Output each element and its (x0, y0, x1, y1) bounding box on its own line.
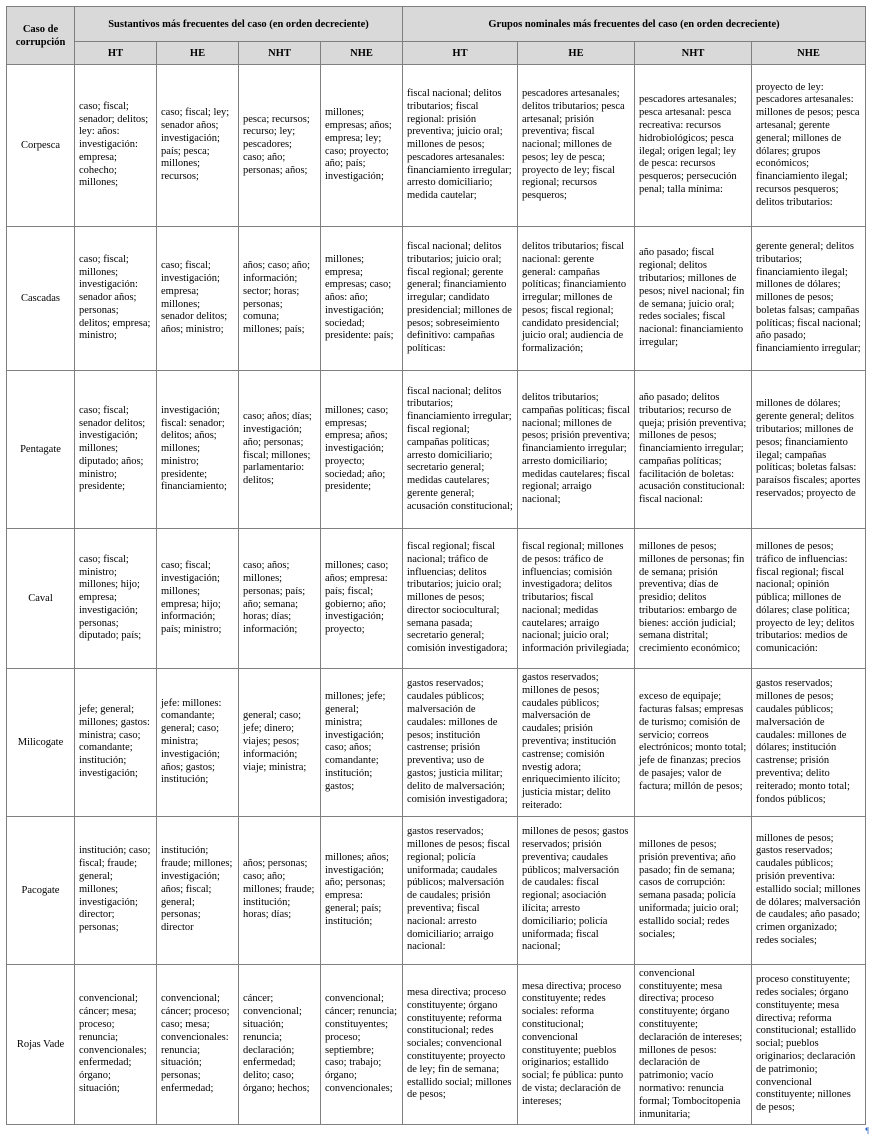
table-cell: mesa directiva; proceso constituyente; redes sociales: reforma constitucional; convencional constituyente; pueblos originarios; estallido social; fe pública: punto de vista; declaración de intereses; (518, 964, 635, 1125)
phrases-group-header: Grupos nominales más frecuentes del caso (en orden decreciente) (403, 7, 866, 42)
table-cell: jefe: millones: comandante; general; caso; ministra; investigación; años; gastos; institución; (157, 669, 239, 817)
sub-header-phrases-nhe: NHE (752, 42, 866, 65)
table-cell: millones de pesos; gastos reservados; caudales públicos; prisión preventiva: estallido social; millones de dólares; malversación de caudales; año pasado; crimen organizado; redes sociales; (752, 816, 866, 964)
case-column-header: Caso de corrupción (7, 7, 75, 65)
table-cell: delitos tributarios; fiscal nacional: gerente general: campañas políticas; financiamiento irregular; millones de pesos; fiscal regional; candidato presidencial; juicio oral; audiencia de formalización; (518, 227, 635, 371)
table-cell: caso; años; días; investigación; año; personas; fiscal; millones; parlamentario: delitos; (239, 371, 321, 529)
table-cell: convencional constituyente; mesa directiva; proceso constituyente; órgano constituyente; declaración de intereses; millones de pesos: declaración de patrimonio; vacío normativo: renuncia formal; Tombocitopenia inmunitaria; (635, 964, 752, 1125)
table-row-caval (7, 529, 866, 669)
table-cell: proyecto de ley: pescadores artesanales: millones de pesos; pesca artesanal; gerente general; millones de dólares; grupos económicos; financiamiento ilegal; recursos pesqueros; delitos tributarios: (752, 65, 866, 227)
table-cell: pescadores artesanales; delitos tributarios; pesca artesanal; prisión preventiva; fiscal nacional; millones de pesos; ley de pesca; proyecto de ley; fiscal regional; recursos pesqueros; (518, 65, 635, 227)
table-cell: año pasado; fiscal regional; delitos tributarios; millones de pesos; nivel nacional; fin de semana; juicio oral; redes sociales; fiscal nacional: financiamiento irregular; (635, 227, 752, 371)
table-cell: año pasado; delitos tributarios; recurso de queja; prisión preventiva; millones de pesos; financiamiento irregular; campañas políticas; facilitación de boletas: acusación constitucional: fiscal nacional: (635, 371, 752, 529)
case-name: Corpesca (7, 65, 75, 227)
table-cell: caso; fiscal; millones; investigación: senador años; personas; delitos; empresa; ministro; (75, 227, 157, 371)
table-cell: investigación; fiscal: senador; delitos; años; millones; ministro; presidente; financiamiento; (157, 371, 239, 529)
table-cell: millones; jefe; general; ministra; investigación; caso; años; comandante; institución; gastos; (321, 669, 403, 817)
table-cell: caso; fiscal; senador; delitos; ley: años: investigación: empresa; cohecho; millones; (75, 65, 157, 227)
table-row-cascadas (7, 227, 866, 371)
table-cell: delitos tributarios; campañas políticas; fiscal nacional; millones de pesos; prisión preventiva; financiamiento irregular; arresto domiciliario; medidas cautelares; fiscal regional; arraigo nacional; (518, 371, 635, 529)
case-name: Rojas Vade (7, 964, 75, 1125)
table-cell: institución; caso; fiscal; fraude; general; millones; investigación; director; personas; (75, 816, 157, 964)
case-name: Caval (7, 529, 75, 669)
table-cell: millones; años; investigación; año; personas; empresa: general; país; institución; (321, 816, 403, 964)
paragraph-mark: ¶ (865, 1126, 869, 1135)
case-name: Pentagate (7, 371, 75, 529)
table-cell: caso; fiscal; investigación; millones; empresa; hijo; información; país; ministro; (157, 529, 239, 669)
corruption-cases-table (6, 6, 866, 1125)
table-cell: convencional; cáncer; mesa; proceso; renuncia; convencionales; enfermedad; órgano; situación; (75, 964, 157, 1125)
table-row-milicogate (7, 669, 866, 817)
case-name: Pacogate (7, 816, 75, 964)
sub-header-nouns-ht: HT (75, 42, 157, 65)
table-cell: fiscal regional; fiscal nacional; tráfico de influencias; delitos tributarios; juicio oral; millones de pesos; director sociocultural; semana pasada; secretario general; comisión investigadora; (403, 529, 518, 669)
table-row-corpesca (7, 65, 866, 227)
table-cell: millones; caso; años; empresa: país; fiscal; gobierno; año; investigación; proyecto; (321, 529, 403, 669)
sub-header-nouns-nhe: NHE (321, 42, 403, 65)
table-cell: fiscal nacional; delitos tributarios; fiscal regional: prisión preventiva; juicio oral; millones de pesos; pescadores artesanales: financiamiento irregular; arresto domiciliario; medida cautelar; (403, 65, 518, 227)
table-cell: pesca; recursos; recurso; ley; pescadores; caso; año; personas; años; (239, 65, 321, 227)
sub-header-nouns-nht: NHT (239, 42, 321, 65)
table-cell: caso; fiscal; ministro; millones; hijo; empresa; investigación; personas; diputado; país; (75, 529, 157, 669)
table-cell: gastos reservados; caudales públicos; malversación de caudales: millones de pesos; institución castrense; prisión preventiva; uso de gastos; justicia militar; delito de malversación; comisión investigadora; (403, 669, 518, 817)
table-cell: años; caso; año; información; sector; horas; personas; comuna; millones; país; (239, 227, 321, 371)
header-row-subcolumns (7, 42, 866, 65)
sub-header-nouns-he: HE (157, 42, 239, 65)
table-cell: general; caso; jefe; dinero; viajes; pesos; información; viaje; ministra; (239, 669, 321, 817)
table-cell: caso; fiscal; ley; senador años; investigación; país; pesca; millones; recursos; (157, 65, 239, 227)
case-name: Cascadas (7, 227, 75, 371)
table-cell: años; personas; caso; año; millones; fraude; institución; horas; días; (239, 816, 321, 964)
table-cell: millones de pesos; tráfico de influencias: fiscal regional; fiscal nacional; opinión pública; millones de dólares; clase política; proyecto de ley; delitos tributarios: medios de comunicación: (752, 529, 866, 669)
table-cell: mesa directiva; proceso constituyente; órgano constituyente; reforma constitucional; redes sociales; convencional constituyente; proyecto de ley; fin de semana; estallido social; millones de pesos; (403, 964, 518, 1125)
table-cell: millones de dólares; gerente general; delitos tributarios; millones de pesos; financiamiento ilegal; campañas políticas; boletas falsas: paraísos fiscales; aportes reservados; proyecto de (752, 371, 866, 529)
table-cell: pescadores artesanales; pesca artesanal: pesca recreativa: recursos hidrobiológicos; pesca ilegal; origen legal; ley de pesca: recursos pesqueros; persecución penal; talla mínima: (635, 65, 752, 227)
sub-header-phrases-ht: HT (403, 42, 518, 65)
table-row-pacogate (7, 816, 866, 964)
table-cell: millones de pesos; gastos reservados; prisión preventiva; caudales públicos; malversación de caudales: fiscal regional; asociación ilícita; arresto domiciliario; policía uniformada; fiscal nacional; (518, 816, 635, 964)
table-cell: fiscal regional; millones de pesos: tráfico de influencias; comisión investigadora; delitos tributarios; fiscal nacional; medidas cautelares; arraigo nacional; juicio oral; información privilegiada; (518, 529, 635, 669)
table-cell: proceso constituyente; redes sociales; órgano constituyente; mesa directiva; reforma constitucional; estallido social; pueblos originarios; declaración de patrimonio; convencional constituyente; nillones de pesos; (752, 964, 866, 1125)
table-cell: convencional; cáncer; renuncia; constituyentes; proceso; septiembre; caso; trabajo; órgano; convencionales; (321, 964, 403, 1125)
table-cell: caso; años; millones; personas; país; año; semana; horas; días; información; (239, 529, 321, 669)
table-cell: jefe; general; millones; gastos: ministra; caso; comandante; institución; investigación; (75, 669, 157, 817)
table-cell: millones de pesos; millones de personas; fin de semana; prisión preventiva; días de presidio; delitos tributarios: embargo de bienes: acción judicial; semana distrital; crecimiento económico; (635, 529, 752, 669)
nouns-group-header: Sustantivos más frecuentes del caso (en orden decreciente) (75, 7, 403, 42)
table-cell: gastos reservados; millones de pesos; fiscal regional; policía uniformada; caudales públicos; malversación de caudales; prisión preventiva; fiscal nacional: arresto domiciliario; arraigo nacional: (403, 816, 518, 964)
table-cell: fiscal nacional; delitos tributarios; juicio oral; fiscal regional; gerente general; financiamiento irregular; candidato presidencial; millones de pesos; sobreseimiento definitivo: campañas políticas: (403, 227, 518, 371)
table-cell: millones; empresas; años; empresa; ley; caso; proyecto; año; país; investigación; (321, 65, 403, 227)
table-cell: gastos reservados; millones de pesos; caudales públicos; malversación de caudales: millones de dólares; institución castrense; prisión preventiva; delito reiterado; monto total; fondos públicos; (752, 669, 866, 817)
table-row-rojas-vade (7, 964, 866, 1125)
table-cell: millones de pesos; prisión preventiva; año pasado; fin de semana; casos de corrupción: semana pasada; policía uniformada; juicio oral; estallido social; redes sociales; (635, 816, 752, 964)
sub-header-phrases-he: HE (518, 42, 635, 65)
table-container (6, 6, 869, 1135)
table-cell: convencional; cáncer; proceso; caso; mesa; convencionales: renuncia; situación; personas; enfermedad; (157, 964, 239, 1125)
table-cell: caso; fiscal; senador delitos; investigación; millones; diputado; años; ministro; presidente; (75, 371, 157, 529)
table-cell: millones; empresa; empresas; caso; años: año; investigación; sociedad; presidente: país; (321, 227, 403, 371)
header-row-groups (7, 7, 866, 42)
table-cell: millones; caso; empresas; empresa; años; investigación; proyecto; sociedad; año; presidente; (321, 371, 403, 529)
table-cell: cáncer; convencional; situación; renuncia; declaración; enfermedad; delito; caso; órgano; hechos; (239, 964, 321, 1125)
table-cell: gerente general; delitos tributarios; financiamiento ilegal; millones de dólares; millones de pesos; boletas falsas; campañas políticas; fiscal nacional; año pasado; financiamiento irregular; (752, 227, 866, 371)
table-cell: exceso de equipaje; facturas falsas; empresas de turismo; comisión de servicio; correos electrónicos; monto total; jefe de finanzas; precios de pasajes; valor de factura; millón de pesos; (635, 669, 752, 817)
table-cell: institución; fraude; millones; investigación; años; fiscal; general; personas; director (157, 816, 239, 964)
table-cell: fiscal nacional; delitos tributarios; financiamiento irregular; fiscal regional; campañas políticas; arresto domiciliario; secretario general; medidas cautelares; gerente general; acusación constitucional; (403, 371, 518, 529)
case-name: Milicogate (7, 669, 75, 817)
table-cell: caso; fiscal; investigación; empresa; millones; senador delitos; años; ministro; (157, 227, 239, 371)
table-cell: gastos reservados; millones de pesos; caudales públicos; malversación de caudales; prisión preventiva; institución castrense; comisión nvestig adora; enriquecimiento ilícito; justicia mistar; delito reiterado: (518, 669, 635, 817)
table-row-pentagate (7, 371, 866, 529)
sub-header-phrases-nht: NHT (635, 42, 752, 65)
